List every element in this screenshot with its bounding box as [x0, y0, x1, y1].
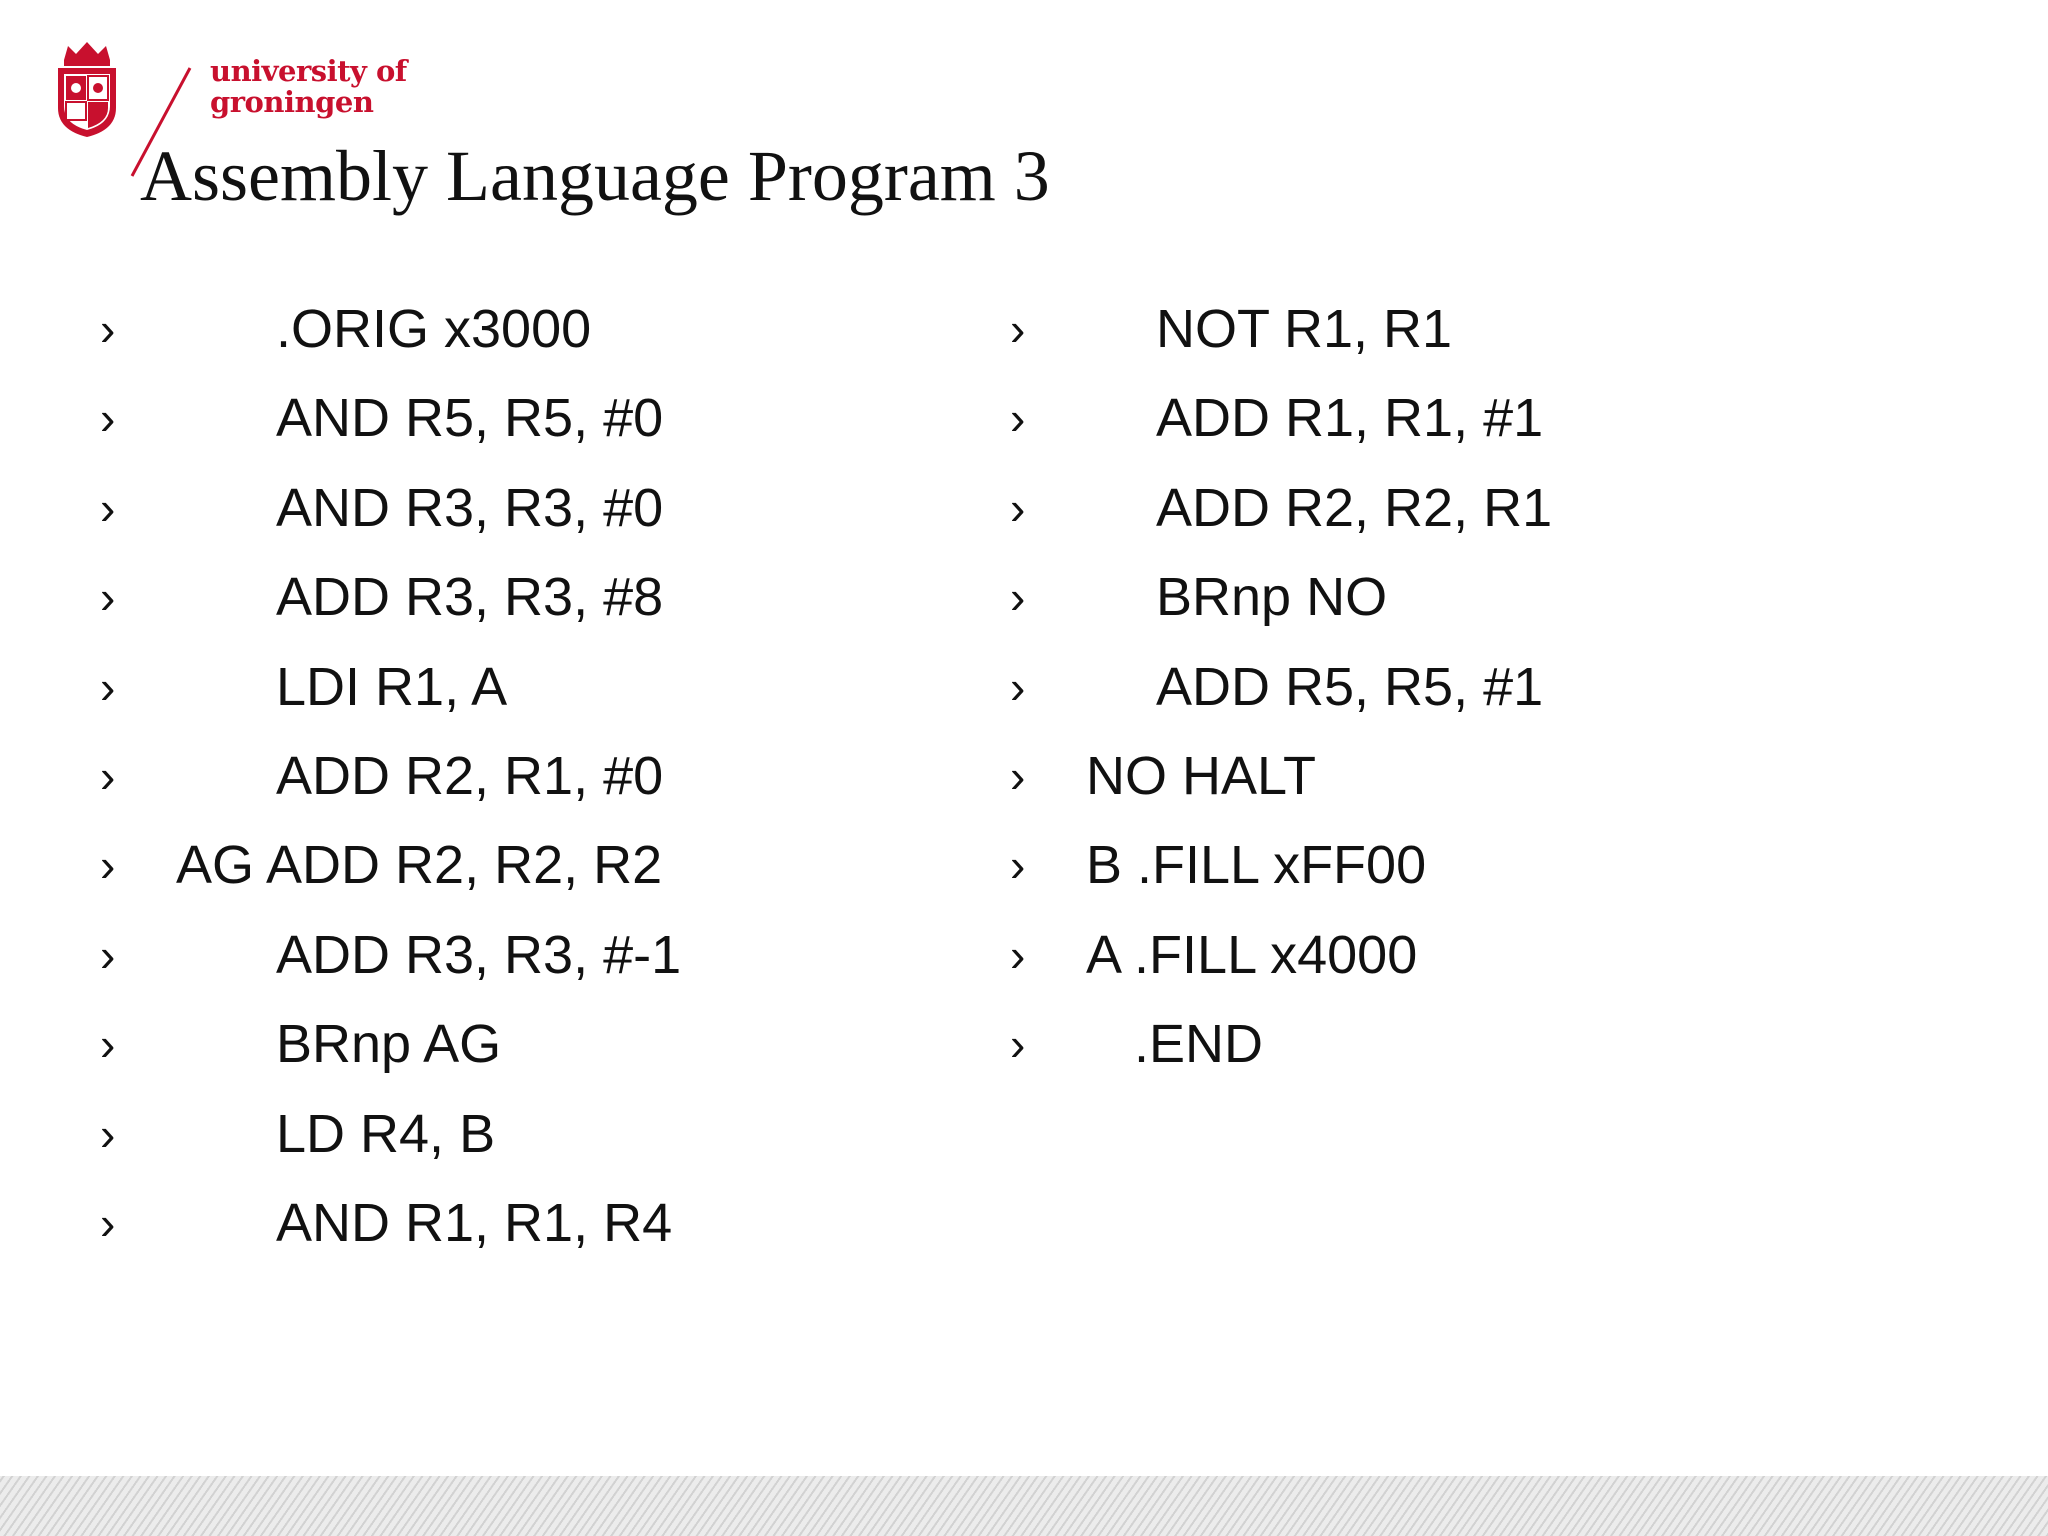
bullet-chevron-icon: › [1010, 749, 1026, 802]
code-text: NOT R1, R1 [1156, 299, 1453, 359]
bullet-chevron-icon: › [1010, 928, 1026, 981]
bullet-chevron-icon: › [100, 1018, 116, 1071]
university-logo [54, 38, 434, 148]
code-text: AND R3, R3, #0 [276, 477, 664, 538]
bullet-chevron-icon: › [100, 1196, 116, 1249]
bullet-chevron-icon: › [1010, 481, 1026, 534]
bullet-chevron-icon: › [100, 1107, 116, 1160]
bullet-chevron-icon: › [100, 928, 116, 981]
code-text: ADD R3, R3, #8 [276, 567, 664, 628]
bullet-chevron-icon: › [1010, 392, 1026, 445]
footer-band [0, 1476, 2048, 1536]
bullet-chevron-icon: › [1010, 839, 1026, 892]
code-text: LDI R1, A [276, 656, 508, 717]
bullet-chevron-icon: › [100, 660, 116, 713]
code-text: ADD R2, R2, R1 [1156, 477, 1553, 538]
code-text: .END [1134, 1014, 1264, 1075]
slide-title: Assembly Language Program 3 [140, 136, 1050, 216]
bullet-chevron-icon: › [100, 303, 116, 355]
bullet-chevron-icon: › [100, 571, 116, 624]
bullet-chevron-icon: › [1010, 303, 1026, 355]
code-text: ADD R2, R1, #0 [276, 745, 664, 806]
code-text: NO HALT [1086, 745, 1317, 806]
code-text: B .FILL xFF00 [1086, 835, 1427, 896]
code-text: ADD R1, R1, #1 [1156, 388, 1544, 449]
university-name [210, 56, 407, 118]
code-text: BRnp NO [1156, 567, 1388, 628]
code-text: AND R1, R1, R4 [276, 1192, 673, 1253]
code-text: BRnp AG [276, 1014, 502, 1075]
code-text: .ORIG x3000 [276, 299, 592, 359]
code-text: LD R4, B [276, 1103, 496, 1164]
code-text: ADD R3, R3, #-1 [276, 924, 682, 985]
code-text: AND R5, R5, #0 [276, 388, 664, 449]
bullet-chevron-icon: › [1010, 1018, 1026, 1071]
bullet-chevron-icon: › [1010, 571, 1026, 624]
bullet-chevron-icon: › [100, 749, 116, 802]
university-name-line1: university of [210, 54, 407, 88]
code-text: AG ADD R2, R2, R2 [176, 835, 663, 896]
code-text: ADD R5, R5, #1 [1156, 656, 1544, 717]
bullet-chevron-icon: › [1010, 660, 1026, 713]
university-crest-icon [54, 38, 120, 138]
bullet-chevron-icon: › [100, 481, 116, 534]
code-text: A .FILL x4000 [1086, 924, 1418, 985]
bullet-chevron-icon: › [100, 392, 116, 445]
bullet-chevron-icon: › [100, 839, 116, 892]
university-name-line2: groningen [210, 85, 374, 119]
